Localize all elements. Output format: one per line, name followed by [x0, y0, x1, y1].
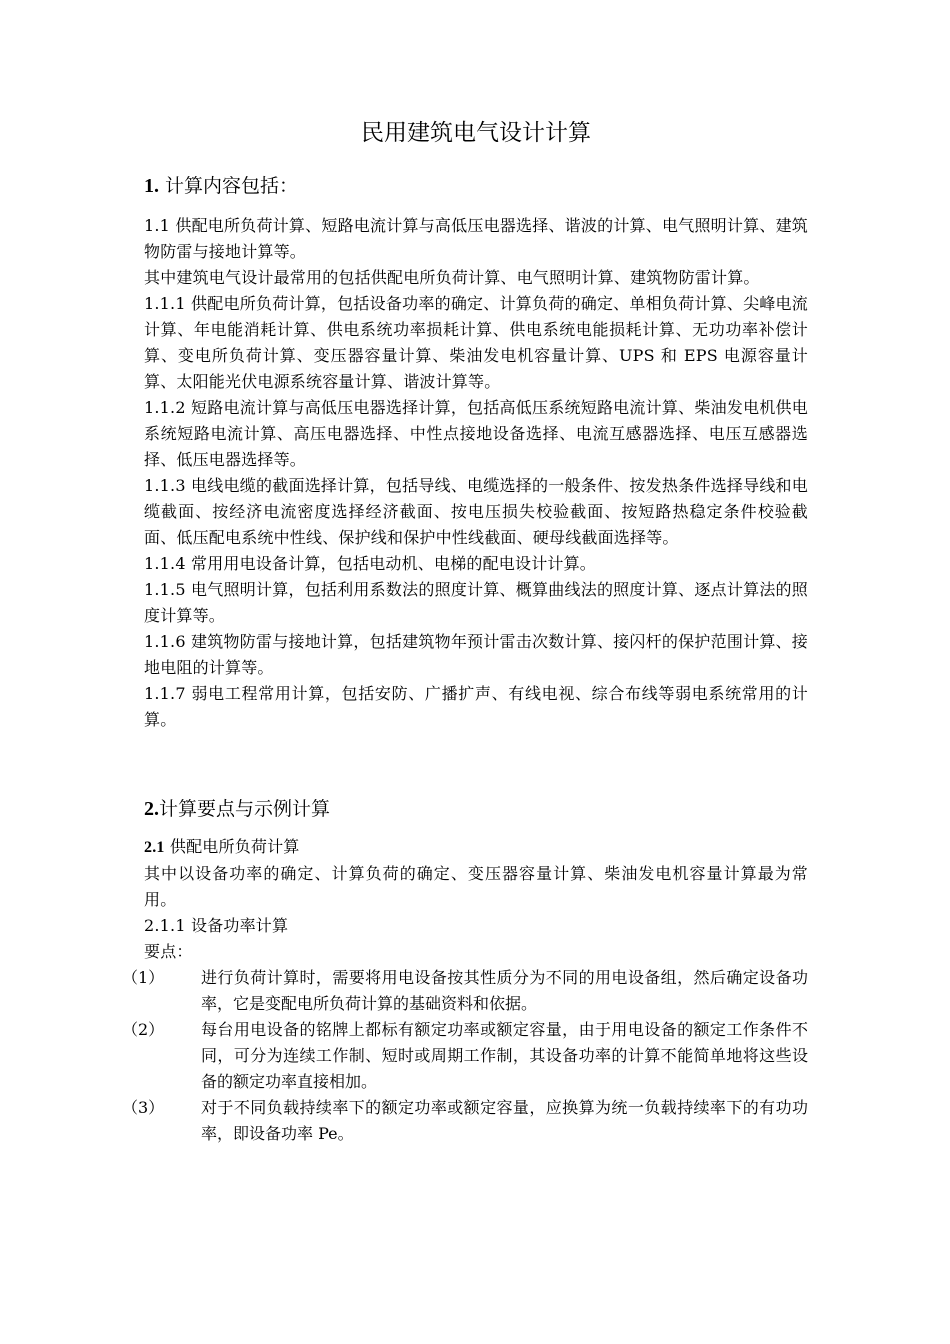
section-2-number: 2.: [144, 798, 159, 820]
paragraph-1-1-1: 1.1.1 供配电所负荷计算，包括设备功率的确定、计算负荷的确定、单相负荷计算、尖峰电流计算、年电能消耗计算、供电系统功率损耗计算、供电系统电能损耗计算、无功功率补偿计算、变电所负荷计算、变压器容量计算、柴油发电机容量计算、UPS 和 EPS 电源容量计算、太阳能光伏电源系统容量计算、谐波计算等。: [144, 294, 808, 391]
list-item: [122, 1095, 808, 1147]
section-2-body: [122, 834, 808, 1147]
section-1-title: 计算内容包括：: [165, 175, 299, 197]
subsection-2-1-title: 供配电所负荷计算: [169, 837, 300, 856]
section-1-heading: [144, 172, 298, 200]
list-marker: （3）: [122, 1098, 165, 1117]
section-2-title: 计算要点与示例计算: [159, 798, 331, 820]
section-2-heading: [144, 795, 330, 823]
paragraph-1-1-7: 1.1.7 弱电工程常用计算，包括安防、广播扩声、有线电视、综合布线等弱电系统常用的计算。: [144, 684, 808, 729]
list-item: [122, 965, 808, 1017]
paragraph-1-1-6: 1.1.6 建筑物防雷与接地计算，包括建筑物年预计雷击次数计算、接闪杆的保护范围计算、接地电阻的计算等。: [144, 632, 808, 677]
points-list: [122, 965, 808, 1147]
list-item-text: 进行负荷计算时，需要将用电设备按其性质分为不同的用电设备组，然后确定设备功率，它是变配电所负荷计算的基础资料和依据。: [201, 968, 808, 1013]
document-title: 民用建筑电气设计计算: [361, 120, 591, 146]
list-marker: （1）: [122, 968, 165, 987]
section-1-body: [144, 213, 808, 733]
paragraph-common: 其中建筑电气设计最常用的包括供配电所负荷计算、电气照明计算、建筑物防雷计算。: [144, 268, 760, 287]
paragraph-2-1: 其中以设备功率的确定、计算负荷的确定、变压器容量计算、柴油发电机容量计算最为常用。: [144, 864, 808, 909]
paragraph-1-1-5: 1.1.5 电气照明计算，包括利用系数法的照度计算、概算曲线法的照度计算、逐点计算法的照度计算等。: [144, 580, 808, 625]
paragraph-1-1-2: 1.1.2 短路电流计算与高低压电器选择计算，包括高低压系统短路电流计算、柴油发电机供电系统短路电流计算、高压电器选择、中性点接地设备选择、电流互感器选择、电压互感器选择、低压电器选择等。: [144, 398, 808, 469]
subsection-2-1-heading: [144, 834, 808, 861]
list-item: [122, 1017, 808, 1095]
list-item-text: 对于不同负载持续率下的额定功率或额定容量，应换算为统一负载持续率下的有功功率，即设备功率 Pe。: [201, 1098, 808, 1143]
paragraph-1-1-4: 1.1.4 常用用电设备计算，包括电动机、电梯的配电设计计算。: [144, 554, 596, 573]
list-item-text: 每台用电设备的铭牌上都标有额定功率或额定容量，由于用电设备的额定工作条件不同，可分为连续工作制、短时或周期工作制，其设备功率的计算不能简单地将这些设备的额定功率直接相加。: [201, 1020, 808, 1091]
subsection-2-1-1-heading: 2.1.1 设备功率计算: [144, 916, 289, 935]
subsection-2-1-number: 2.1: [144, 839, 165, 856]
paragraph-1-1-3: 1.1.3 电线电缆的截面选择计算，包括导线、电缆选择的一般条件、按发热条件选择导线和电缆截面、按经济电流密度选择经济截面、按电压损失校验截面、按短路热稳定条件校验截面、低压配电系统中性线、保护线和保护中性线截面、硬母线截面选择等。: [144, 476, 808, 547]
section-1-number: 1.: [144, 175, 159, 197]
list-marker: （2）: [122, 1020, 165, 1039]
paragraph-1-1: 1.1 供配电所负荷计算、短路电流计算与高低压电器选择、谐波的计算、电气照明计算、建筑物防雷与接地计算等。: [144, 216, 808, 261]
points-label: 要点：: [144, 942, 193, 961]
